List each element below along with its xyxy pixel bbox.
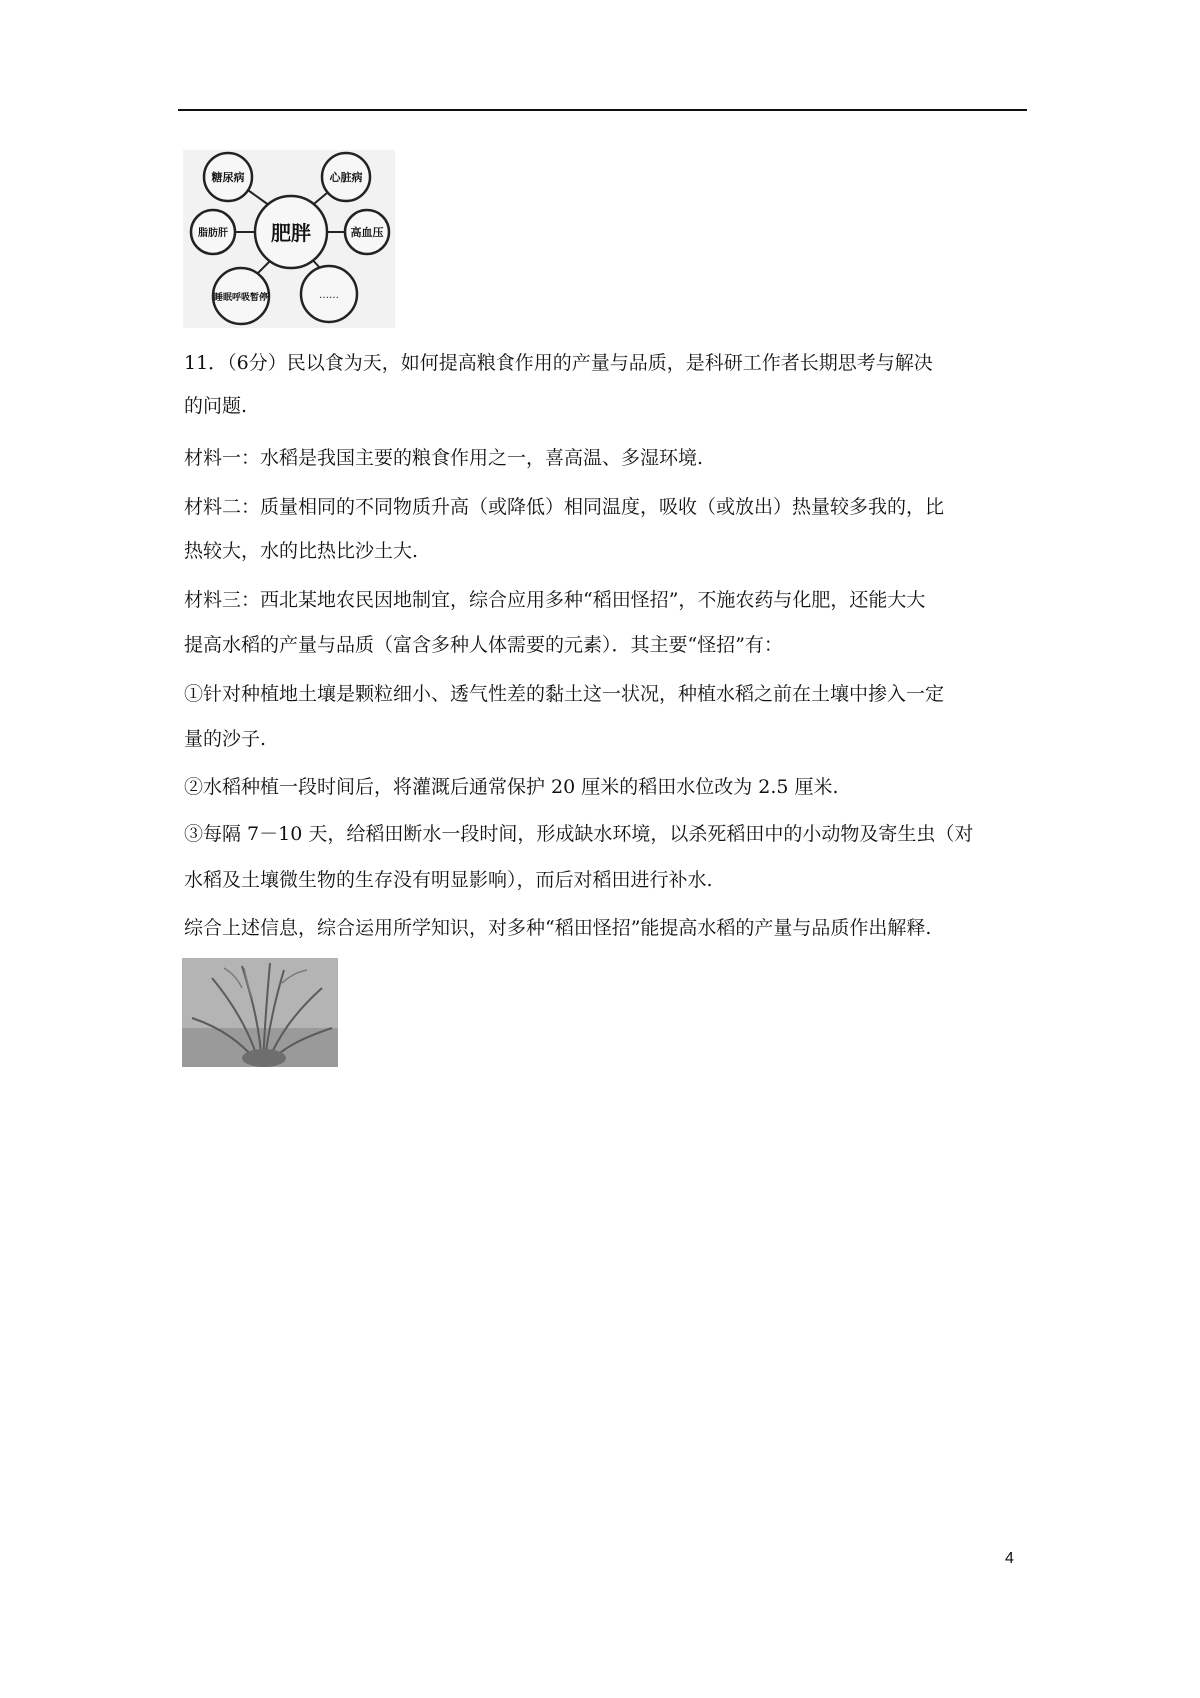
- trick-3-line-2: 水稻及土壤微生物的生存没有明显影响），而后对稻田进行补水.: [184, 869, 713, 891]
- obesity-diagram-svg: [183, 150, 395, 328]
- node-label-other: ……: [319, 290, 339, 301]
- rice-plant-photo: [182, 958, 338, 1067]
- node-label-heart: 心脏病: [329, 171, 363, 184]
- conclusion: 综合上述信息，综合运用所学知识，对多种“稻田怪招”能提高水稻的产量与品质作出解释.: [184, 917, 932, 939]
- trick-1-line-1: ①针对种植地土壤是颗粒细小、透气性差的黏土这一状况，种植水稻之前在土壤中掺入一定: [184, 683, 945, 705]
- material-3-line-2: 提高水稻的产量与品质（富含多种人体需要的元素）．其主要“怪招”有：: [184, 634, 783, 656]
- header-rule: [178, 109, 1027, 111]
- question-line-1: 11．（6分）民以食为天，如何提高粮食作用的产量与品质，是科研工作者长期思考与解决: [184, 352, 933, 374]
- trick-1-line-2: 量的沙子.: [184, 728, 267, 750]
- node-label-fatty-liver: 脂肪肝: [198, 228, 228, 239]
- node-label-hypertension: 高血压: [350, 226, 384, 239]
- center-label: 肥胖: [271, 221, 311, 245]
- trick-3-line-1: ③每隔 7－10 天，给稻田断水一段时间，形成缺水环境，以杀死稻田中的小动物及寄生虫（对: [184, 823, 974, 845]
- material-2-line-2: 热较大，水的比热比沙土大.: [184, 540, 419, 562]
- trick-2: ②水稻种植一段时间后，将灌溉后通常保护 20 厘米的稻田水位改为 2.5 厘米.: [184, 776, 839, 798]
- page-number: 4: [1005, 1550, 1014, 1567]
- obesity-diagram: [183, 150, 395, 328]
- question-line-2: 的问题.: [184, 395, 248, 417]
- node-label-sleep-apnea: 睡眠呼吸暂停: [213, 293, 269, 303]
- material-3-line-1: 材料三：西北某地农民因地制宜，综合应用多种“稻田怪招”，不施农药与化肥，还能大大: [184, 589, 926, 611]
- material-1: 材料一：水稻是我国主要的粮食作用之一，喜高温、多湿环境.: [184, 447, 704, 469]
- material-2-line-1: 材料二：质量相同的不同物质升高（或降低）相同温度，吸收（或放出）热量较多我的，比: [184, 496, 945, 518]
- rice-plant-image: [182, 958, 338, 1067]
- node-label-diabetes: 糖尿病: [211, 171, 245, 184]
